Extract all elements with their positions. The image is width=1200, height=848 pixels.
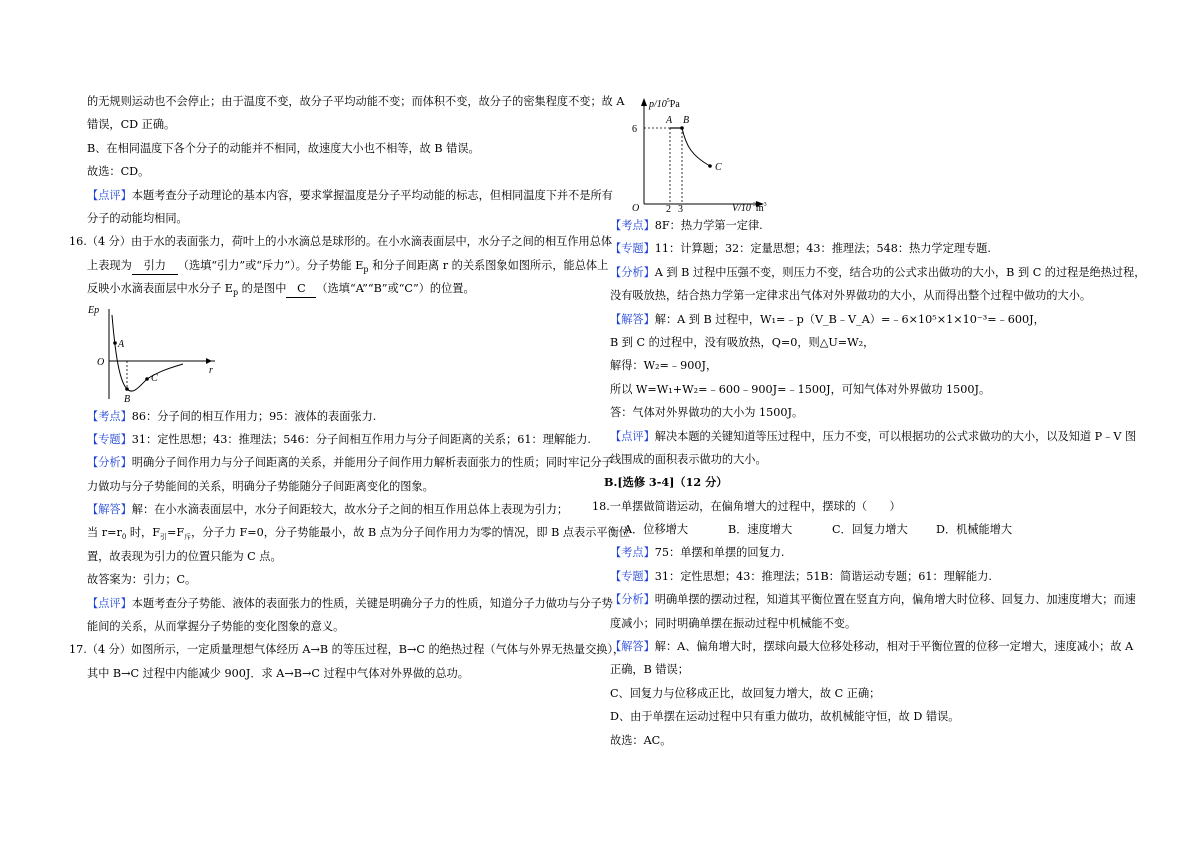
q18-option-a[interactable]: A．位移增大	[624, 523, 689, 537]
ep-r-figure	[87, 301, 590, 405]
q18-fenxi	[610, 588, 1136, 611]
q16-sub: p	[363, 264, 369, 274]
comment-text: 解决本题的关键知道等压过程中，压力不变，可以根据功的公式求做功的大小，以及知道 P﹣V 图	[654, 429, 1137, 443]
p-axis-label: $p/10^5Pa$	[649, 98, 680, 110]
ep-r-graph	[87, 301, 227, 405]
q18-stem: 一单摆做简谐运动，在偏角增大的过程中，摆球的（ ）	[609, 499, 901, 513]
zhuanti-text: 31：定性思想；43：推理法；546：分子间相互作用力与分子间距离的关系；61：理解能力.	[131, 432, 591, 446]
q16-jieda-2	[87, 521, 630, 544]
q17-kaodian	[610, 214, 1113, 237]
q15-line-3: B、在相同温度下各个分子的动能并不相同，故速度大小也不相等，故 B 错误。	[87, 141, 480, 155]
pv-figure	[610, 92, 1113, 214]
v-axis-label: $V/10^{-3}m^3$	[732, 202, 767, 214]
q16-comment-2: 能间的关系，从而掌握分子势能的变化图象的意义。	[87, 620, 345, 634]
q18-jieda	[610, 635, 1134, 658]
kaodian-text: 75：单摆和单摆的回复力.	[654, 546, 785, 560]
q16-line-1	[69, 230, 613, 253]
fenxi-text: A 到 B 过程中压强不变，则压力不变，结合功的公式求出做功的大小，B 到 C 的过程是绝热过程，	[654, 265, 1146, 279]
zhuanti-tag: 【专题】	[610, 242, 655, 256]
q17-comment-2: 线围成的面积表示做功的大小。	[610, 452, 767, 466]
q16-kaodian	[87, 405, 590, 428]
q16-fenxi	[87, 451, 613, 474]
jieda-tag: 【解答】	[87, 503, 132, 517]
q16-sub: p	[232, 288, 239, 298]
q18-jieda-3: C、回复力与位移成正比，故回复力增大，故 C 正确；	[610, 686, 881, 700]
q18-line-1	[592, 495, 1113, 518]
q17-jieda-3: 解得：W₂=﹣900J，	[610, 359, 718, 373]
fenxi-tag: 【分析】	[610, 593, 655, 607]
q16-text: 反映小水滴表面层中水分子 E	[87, 282, 233, 296]
q17-jieda	[610, 308, 1113, 331]
q17-comment	[610, 425, 1137, 448]
zhuanti-tag: 【专题】	[87, 432, 132, 446]
q15-comment	[87, 184, 613, 207]
q16-stem: （4 分）由于水的表面张力，荷叶上的小水滴总是球形的。在小水滴表面层中，水分子之间的相互作用总体	[86, 235, 613, 249]
point-c	[708, 164, 712, 168]
fenxi-text: 明确分子间作用力与分子间距离的关系，并能用分子间作用力解析表面张力的性质；同时牢记分子	[131, 456, 613, 470]
bc-curve	[682, 128, 710, 166]
comment-text: 本题考查分子势能、液体的表面张力的性质，关键是明确分子力的性质，知道分子力做功与分子势	[131, 596, 613, 610]
jieda-text: ，分子力 F=0，分子势能最小，故 B 点为分子间作用力为零的情况，即 B 点表示平衡位	[191, 526, 630, 540]
v-tick-3: 3	[678, 204, 683, 214]
zhuanti-tag: 【专题】	[610, 569, 655, 583]
fenxi-text: 明确单摆的摆动过程，知道其平衡位置在竖直方向，偏角增大时位移、回复力、加速度增大；而速	[654, 593, 1136, 607]
jieda-tag: 【解答】	[610, 312, 655, 326]
kaodian-text: 8F：热力学第一定律.	[654, 219, 763, 232]
origin-label: O	[97, 356, 105, 368]
q16-text: 上表现为	[87, 258, 132, 272]
q18-kaodian	[610, 541, 1113, 564]
label-a: A	[666, 115, 673, 126]
q16-zhuanti	[87, 428, 590, 451]
q16-text: 和分子间距离 r 的关系图象如图所示，能总体上	[368, 258, 609, 272]
jieda-text: 时，F	[126, 526, 160, 540]
sub: 0	[121, 533, 127, 542]
point-c	[145, 377, 149, 381]
sub: 引	[160, 533, 167, 542]
q18-jieda-4: D、由于单摆在运动过程中只有重力做功，故机械能守恒，故 D 错误。	[610, 710, 960, 724]
q16-answer-blank-2: C	[286, 281, 316, 298]
q18-option-c[interactable]: C．回复力增大	[832, 523, 908, 537]
q16-comment	[87, 592, 613, 615]
q17-stem: （4 分）如图所示，一定质量理想气体经历 A→B 的等压过程，B→C 的绝热过程（气体与外界无热量交换），	[86, 643, 625, 657]
q17-line-2: 其中 B→C 过程中内能减少 900J．求 A→B→C 过程中气体对外界做的总功。	[87, 666, 469, 680]
q16-jieda	[87, 498, 590, 521]
q15-line-4: 故选：CD。	[87, 165, 150, 179]
point-b	[125, 387, 129, 391]
q18-option-d[interactable]: D．机械能增大	[936, 523, 1013, 537]
pv-graph	[620, 92, 790, 214]
q16-answer-blank-1: 引力	[132, 258, 178, 275]
q16-text: 的是图中	[238, 282, 287, 296]
q15-line-1: 的无规则运动也不会停止；由于温度不变，故分子平均动能不变；而体积不变，故分子的密集程度不变；故 A	[87, 95, 625, 108]
point-a	[113, 341, 117, 345]
comment-tag: 【点评】	[610, 429, 655, 443]
q18-fenxi-2: 度减小；同时明确单摆在振动过程中机械能不变。	[610, 616, 857, 630]
q16-jieda-3: 置，故表现为引力的位置只能为 C 点。	[87, 549, 282, 563]
q16-line-3	[87, 277, 590, 300]
right-column	[592, 92, 1146, 752]
kaodian-text: 86：分子间的相互作用力；95：液体的表面张力.	[131, 409, 377, 423]
q17-number: 17.	[69, 643, 87, 657]
q17-fenxi-2: 没有吸放热，结合热力学第一定律求出气体对外界做功的大小，从而得出整个过程中做功的大小。	[610, 289, 1092, 303]
q16-jieda-4: 故答案为：引力；C。	[87, 573, 197, 587]
q16-fenxi-2: 力做功与分子势能间的关系，明确分子势能随分子间距离变化的图象。	[87, 479, 434, 493]
label-c: C	[151, 372, 158, 384]
label-b: B	[124, 393, 131, 405]
kaodian-tag: 【考点】	[87, 409, 132, 423]
kaodian-tag: 【考点】	[610, 219, 655, 232]
p-tick-6: 6	[632, 124, 637, 135]
jieda-text: 解：在小水滴表面层中，水分子间距较大，故水分子之间的相互作用总体上表现为引力；	[131, 503, 569, 517]
q16-text: （选填“引力”或“斥力”）。分子势能 E	[177, 258, 364, 272]
kaodian-tag: 【考点】	[610, 546, 655, 560]
section-b-heading: B.[选修 3-4]（12 分）	[604, 475, 728, 490]
q17-line-1	[69, 638, 625, 661]
origin-label: O	[632, 203, 640, 214]
jieda-text: 解：A、偏角增大时，摆球向最大位移处移动，相对于平衡位置的位移一定增大，速度减小；故 A	[654, 640, 1134, 654]
jieda-text: 解：A 到 B 过程中，W₁=﹣p（V_B﹣V_A）=﹣6×10⁵×1×10⁻³=﹣600J，	[654, 312, 1045, 326]
q17-jieda-4: 所以 W=W₁+W₂=﹣600﹣900J=﹣1500J，可知气体对外界做功 1500J。	[610, 382, 991, 396]
q17-jieda-5: 答：气体对外界做功的大小为 1500J。	[610, 406, 804, 420]
q18-jieda-2: 正确，B 错误；	[610, 663, 689, 677]
r-axis-label: r	[209, 364, 213, 376]
sub: 斥	[184, 533, 192, 542]
q16-line-2	[87, 254, 609, 277]
q18-zhuanti	[610, 565, 1113, 588]
label-b: B	[683, 115, 690, 126]
q18-number: 18.	[592, 499, 610, 513]
jieda-text: =F	[167, 526, 185, 540]
fenxi-tag: 【分析】	[87, 456, 132, 470]
point-b	[680, 126, 684, 130]
label-c: C	[715, 162, 722, 173]
zhuanti-text: 31：定性思想；43：推理法；51B：简谐运动专题；61：理解能力.	[654, 569, 992, 583]
zhuanti-text: 11：计算题；32：定量思想；43：推理法；548：热力学定理专题.	[654, 242, 991, 256]
v-tick-2: 2	[666, 204, 671, 214]
q15-line-2: 错误，CD 正确。	[87, 118, 176, 132]
q18-option-b[interactable]: B．速度增大	[728, 523, 793, 537]
q18-options	[610, 518, 1113, 541]
ep-axis-label: Ep	[88, 304, 100, 316]
jieda-text: 当 r=r	[87, 526, 122, 540]
comment-tag: 【点评】	[87, 188, 132, 202]
q16-text: （选填“A”“B”或“C”）的位置。	[316, 282, 475, 296]
p-axis-arrow	[641, 98, 647, 106]
fenxi-tag: 【分析】	[610, 265, 655, 279]
label-a: A	[118, 338, 125, 350]
q17-fenxi	[610, 261, 1146, 284]
x-axis-arrow	[206, 358, 212, 364]
q17-zhuanti	[610, 237, 1113, 260]
comment-text: 本题考查分子动理论的基本内容，要求掌握温度是分子平均动能的标志，但相同温度下并不是所有	[131, 188, 613, 202]
comment-tag: 【点评】	[87, 596, 132, 610]
jieda-tag: 【解答】	[610, 640, 655, 654]
q17-jieda-2: B 到 C 的过程中，没有吸放热，Q=0，则△U=W₂，	[610, 335, 875, 349]
q16-number: 16.	[69, 235, 87, 249]
q18-jieda-5: 故选：AC。	[610, 733, 672, 747]
q15-comment-2: 分子的动能均相同。	[87, 211, 188, 225]
